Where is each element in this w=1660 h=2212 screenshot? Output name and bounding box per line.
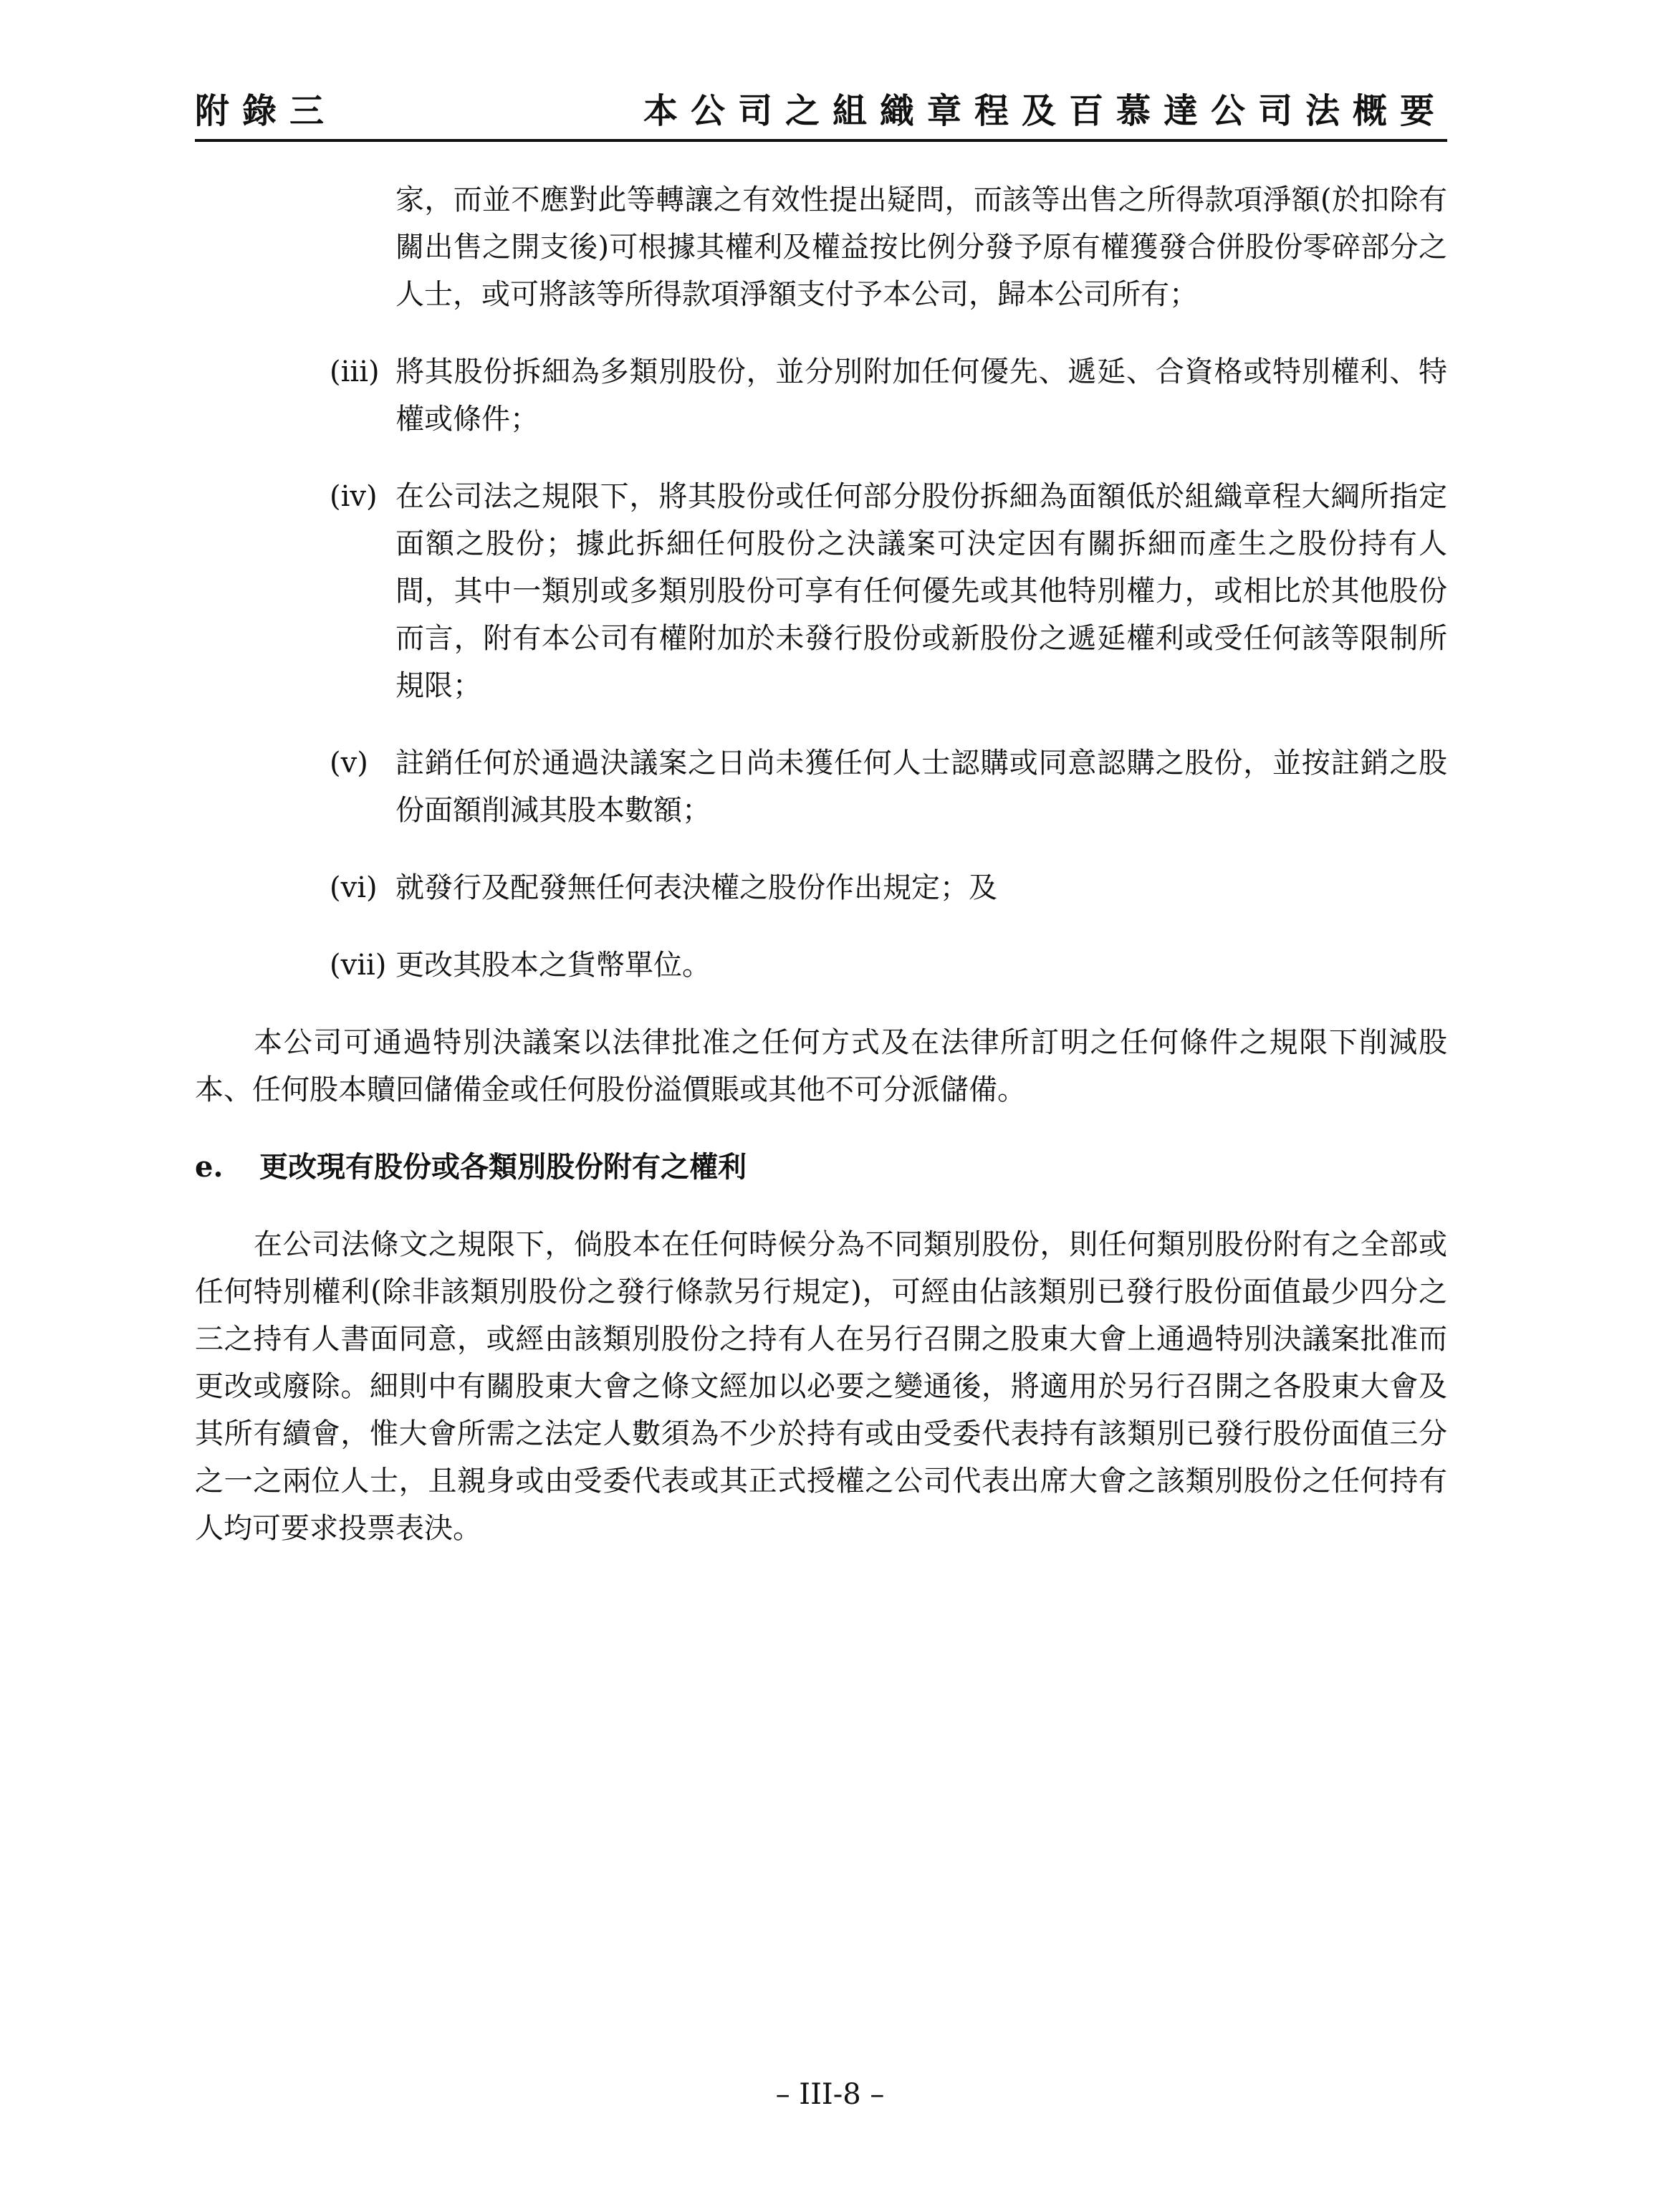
section-e-paragraph: 在公司法條文之規限下，倘股本在任何時候分為不同類別股份，則任何類別股份附有之全部或任何特別權利(除非該類別股份之發行條款另行規定)，可經由佔該類別已發行股份面值最少四分之三之持有人書面同意，或經由該類別股份之持有人在另行召開之股東大會上通過特別決議案批准而更改或廢除。細則中有關股東大會之條文經加以必要之變通後，將適用於另行召開之各股東大會及其所有續會，惟大會所需之法定人數須為不少於持有或由受委代表持有該類別已發行股份面值三分之一之兩位人士，且親身或由受委代表或其正式授權之公司代表出席大會之該類別股份之任何持有人均可要求投票表決。 xyxy=(195,1228,1447,1545)
reduction-paragraph: 本公司可通過特別決議案以法律批准之任何方式及在法律所訂明之任何條件之規限下削減股本、任何股本贖回儲備金或任何股份溢價賬或其他不可分派儲備。 xyxy=(195,1026,1447,1106)
list-item-text: 在公司法之規限下，將其股份或任何部分股份拆細為面額低於組織章程大綱所指定面額之股份；據此拆細任何股份之決議案可決定因有關拆細而產生之股份持有人間，其中一類別或多類別股份可享有任何優先或其他特別權力，或相比於其他股份而言，附有本公司有權附加於未發行股份或新股份之遞延權利或受任何該等限制所規限； xyxy=(395,480,1447,702)
list-item-number: (vi) xyxy=(330,871,378,904)
page-number: – III-8 – xyxy=(775,2078,885,2111)
document-title: 本公司之組織章程及百慕達公司法概要 xyxy=(643,91,1447,131)
page-body xyxy=(195,176,1447,1582)
list-item-number: (v) xyxy=(330,747,368,780)
list-item-text: 註銷任何於通過決議案之日尚未獲任何人士認購或同意認購之股份，並按註銷之股份面額削減其股本數額； xyxy=(395,747,1447,827)
header-rule xyxy=(195,139,1447,142)
list-item-text: 將其股份拆細為多類別股份，並分別附加任何優先、遞延、合資格或特別權利、特權或條件； xyxy=(395,355,1447,436)
list-item-iv xyxy=(267,473,1447,709)
list-item-number: (iv) xyxy=(330,480,378,513)
page-header xyxy=(195,85,1447,138)
list-item-vii xyxy=(267,942,1447,989)
list-item-vi xyxy=(267,864,1447,911)
list-item-iii xyxy=(267,348,1447,443)
section-letter: e. xyxy=(195,1150,224,1184)
section-heading-e xyxy=(195,1144,1447,1191)
continuation-paragraph: 家，而並不應對此等轉讓之有效性提出疑問，而該等出售之所得款項淨額(於扣除有關出售之開支後)可根據其權利及權益按比例分發予原有權獲發合併股份零碎部分之人士，或可將該等所得款項淨額支付予本公司，歸本公司所有； xyxy=(395,183,1447,311)
list-item-v xyxy=(267,739,1447,834)
list-item-number: (iii) xyxy=(330,355,380,388)
list-item-text: 更改其股本之貨幣單位。 xyxy=(395,949,711,982)
appendix-label: 附錄三 xyxy=(195,91,337,131)
section-title: 更改現有股份或各類別股份附有之權利 xyxy=(259,1150,747,1184)
list-item-number: (vii) xyxy=(330,949,387,982)
list-item-text: 就發行及配發無任何表決權之股份作出規定；及 xyxy=(395,871,997,904)
